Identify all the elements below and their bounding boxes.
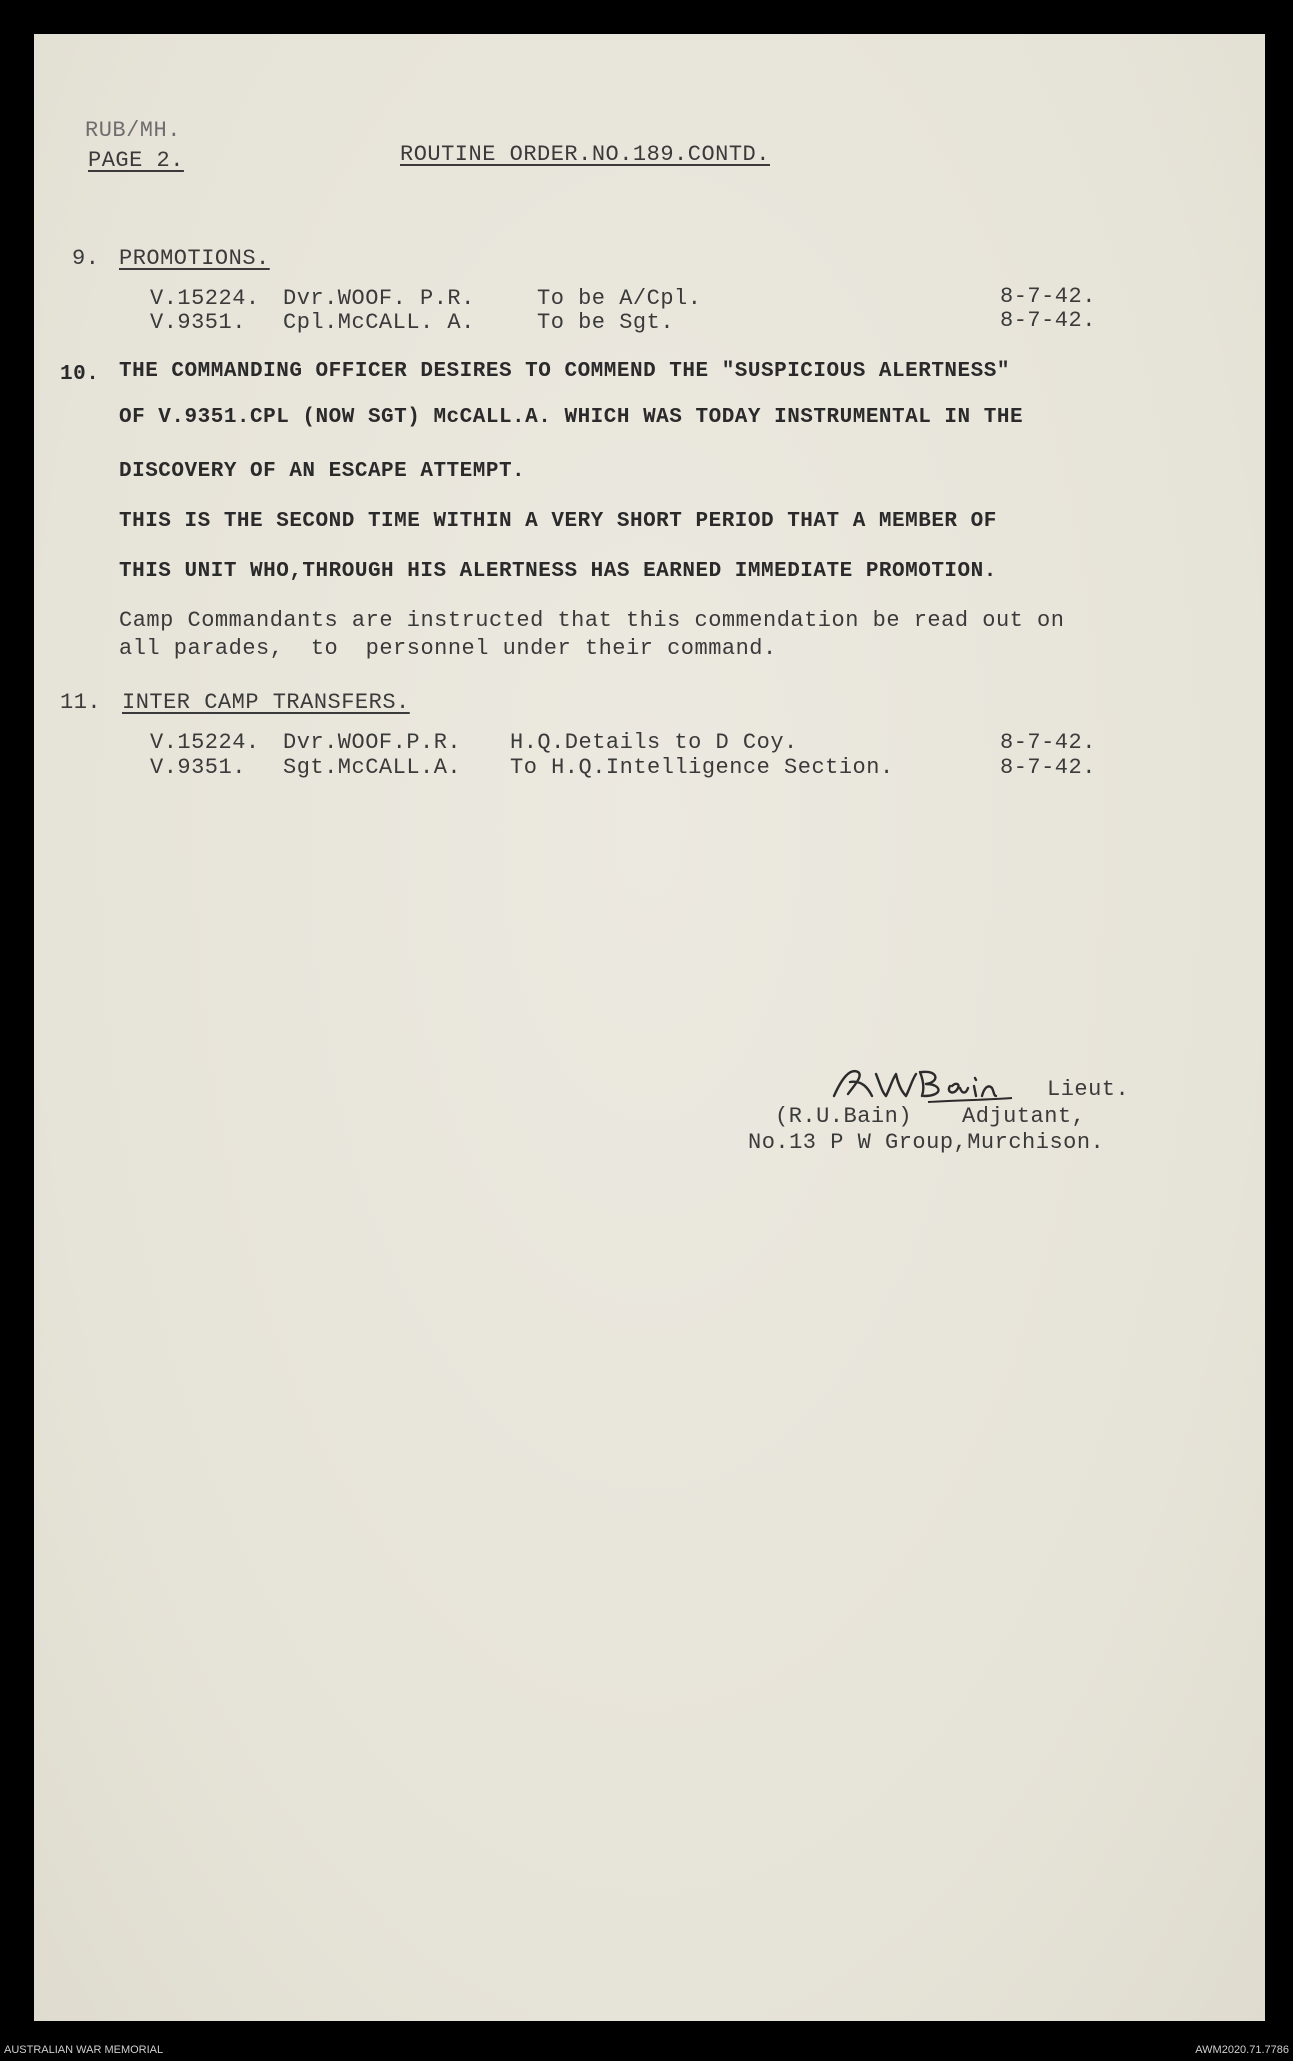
- reference-code: RUB/MH.: [85, 118, 181, 143]
- transfer-row-2-date: 8-7-42.: [1000, 755, 1096, 780]
- commendation-line-3: DISCOVERY OF AN ESCAPE ATTEMPT.: [119, 460, 526, 483]
- handwritten-signature: [828, 1058, 1018, 1106]
- promotion-row-1-number: V.15224.: [150, 286, 260, 311]
- promotion-row-2-name: Cpl.McCALL. A.: [283, 310, 475, 335]
- promotion-row-2-number: V.9351.: [150, 310, 246, 335]
- section-10-number: 10.: [60, 363, 100, 386]
- transfer-row-1-name: Dvr.WOOF.P.R.: [283, 730, 462, 755]
- page-title: ROUTINE ORDER.NO.189.CONTD.: [400, 142, 770, 167]
- footer-accession-number: AWM2020.71.7786: [1195, 2044, 1289, 2056]
- promotion-row-2-date: 8-7-42.: [1000, 308, 1096, 333]
- section-9-heading: PROMOTIONS.: [119, 246, 270, 271]
- commendation-line-1: THE COMMANDING OFFICER DESIRES TO COMMEND THE "SUSPICIOUS ALERTNESS": [119, 360, 1010, 383]
- transfer-row-2-number: V.9351.: [150, 755, 246, 780]
- signatory-unit: No.13 P W Group,Murchison.: [748, 1130, 1105, 1155]
- footer-credit: AUSTRALIAN WAR MEMORIAL: [4, 2044, 164, 2056]
- section-9-number: 9.: [72, 246, 100, 271]
- commendation-note-line-2: all parades, to personnel under their command.: [119, 636, 777, 661]
- signatory-name: (R.U.Bain): [775, 1104, 913, 1129]
- signatory-rank: Lieut.: [1047, 1077, 1130, 1102]
- transfer-row-2-name: Sgt.McCALL.A.: [283, 755, 462, 780]
- transfer-row-1-date: 8-7-42.: [1000, 730, 1096, 755]
- commendation-line-2: OF V.9351.CPL (NOW SGT) McCALL.A. WHICH WAS TODAY INSTRUMENTAL IN THE: [119, 406, 1024, 429]
- transfer-row-2-action: To H.Q.Intelligence Section.: [510, 755, 894, 780]
- section-11-number: 11.: [60, 690, 102, 715]
- promotion-row-2-action: To be Sgt.: [537, 310, 675, 335]
- promotion-row-1-action: To be A/Cpl.: [537, 286, 702, 311]
- promotion-row-1-name: Dvr.WOOF. P.R.: [283, 286, 475, 311]
- section-11-heading: INTER CAMP TRANSFERS.: [122, 690, 410, 715]
- signatory-role: Adjutant,: [962, 1104, 1086, 1129]
- transfer-row-1-number: V.15224.: [150, 730, 260, 755]
- commendation-note-line-1: Camp Commandants are instructed that this commendation be read out on: [119, 608, 1065, 633]
- commendation-line-5: THIS UNIT WHO,THROUGH HIS ALERTNESS HAS EARNED IMMEDIATE PROMOTION.: [119, 560, 997, 583]
- transfer-row-1-action: H.Q.Details to D Coy.: [510, 730, 798, 755]
- promotion-row-1-date: 8-7-42.: [1000, 284, 1096, 309]
- commendation-line-4: THIS IS THE SECOND TIME WITHIN A VERY SHORT PERIOD THAT A MEMBER OF: [119, 510, 997, 533]
- page-number: PAGE 2.: [88, 148, 184, 173]
